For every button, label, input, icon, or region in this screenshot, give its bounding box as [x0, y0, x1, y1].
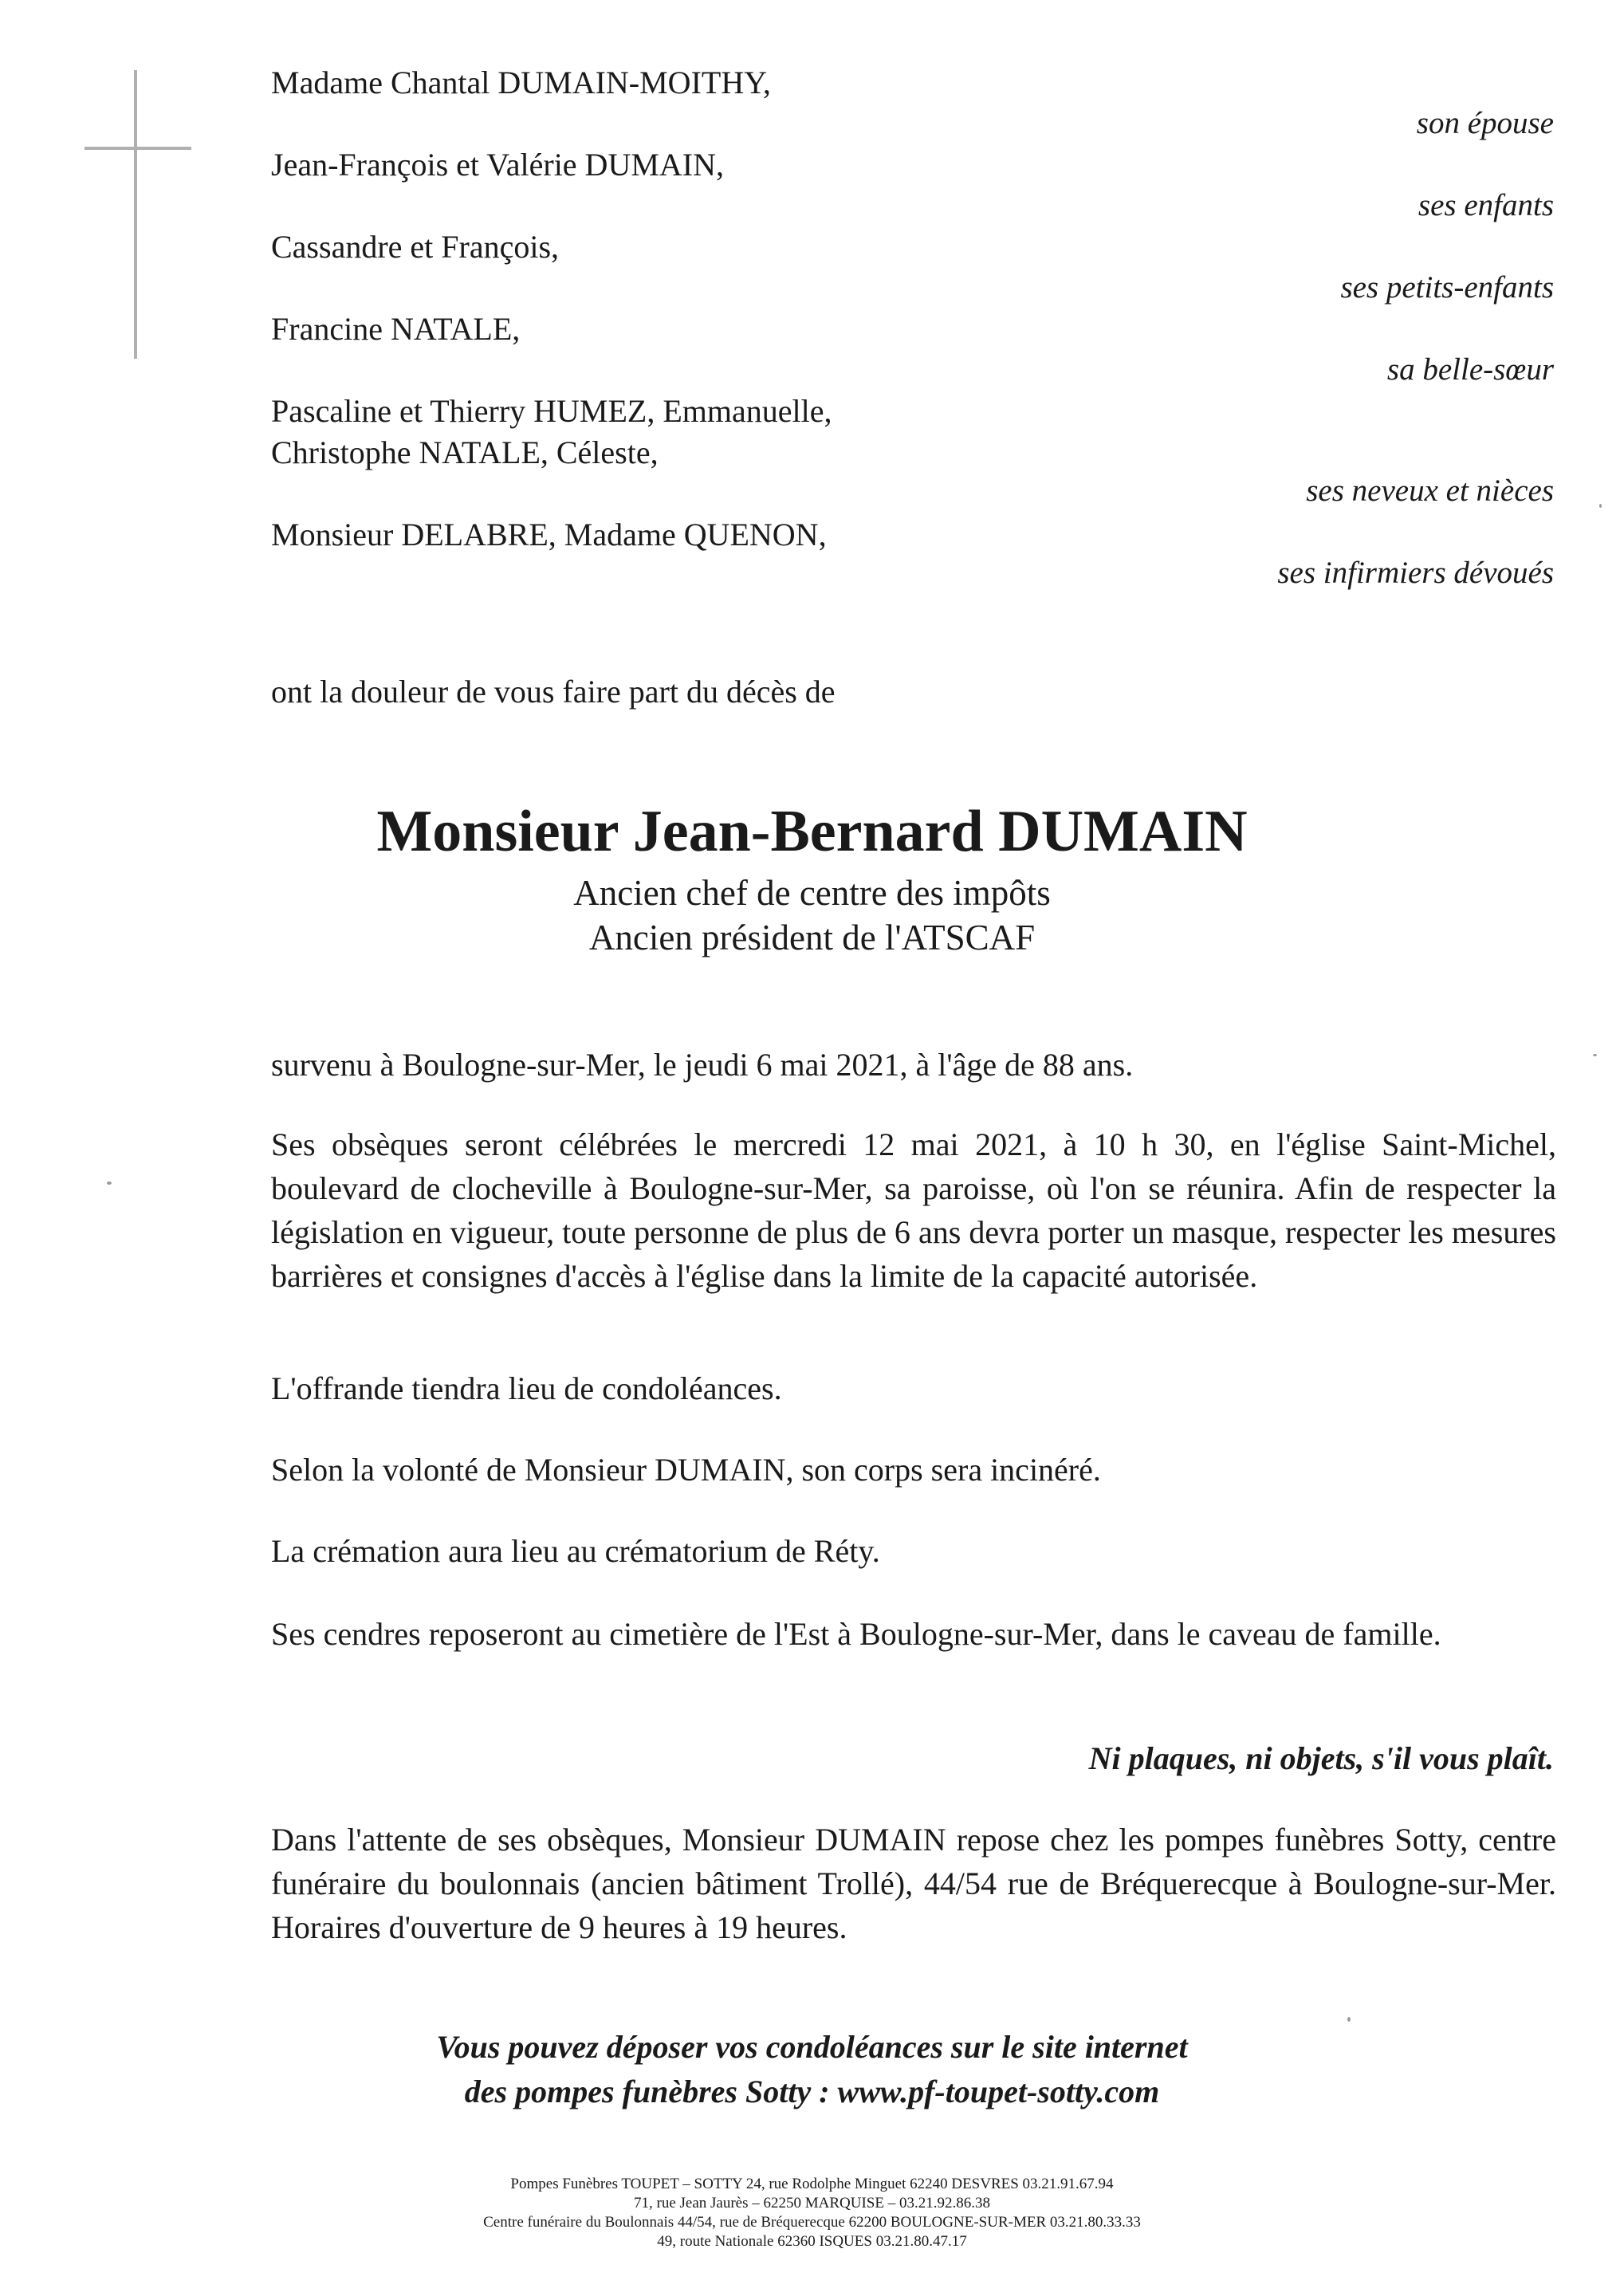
announcement-intro: ont la douleur de vous faire part du décès de	[271, 674, 836, 710]
relation-label: son épouse	[1416, 106, 1554, 140]
scan-speck	[1347, 2017, 1351, 2022]
scan-speck	[1593, 1054, 1597, 1056]
deceased-title: Ancien président de l'ATSCAF	[588, 918, 1036, 957]
cross-horizontal-bar	[85, 147, 191, 150]
footer-address: Pompes Funèbres TOUPET – SOTTY 24, rue Rodolphe Minguet 62240 DESVRES 03.21.91.67.94	[510, 2176, 1114, 2192]
funeral-paragraph: Ses obsèques seront célébrées le mercredi 12 mai 2021, à 10 h 30, en l'église Saint-Michel, boulevard de clocheville à Boulogne-sur-Mer, sa paroisse, où l'on se réunira. Afin de respecter la législation en vigueur, toute personne de plus de 6 ans devra porter un masque, respecter les mesures barrières et consignes d'accès à l'église dans la limite de la capacité autorisée.	[271, 1126, 1556, 1294]
condolences-line: Vous pouvez déposer vos condoléances sur le site internet	[436, 2029, 1188, 2065]
death-notice: survenu à Boulogne-sur-Mer, le jeudi 6 mai 2021, à l'âge de 88 ans.	[271, 1047, 1134, 1083]
cremation-wish: Selon la volonté de Monsieur DUMAIN, son corps sera incinéré.	[271, 1452, 1101, 1488]
family-line: Francine NATALE,	[271, 311, 521, 347]
family-line: Monsieur DELABRE, Madame QUENON,	[271, 517, 827, 552]
footer-address: 71, rue Jean Jaurès – 62250 MARQUISE – 03.21.92.86.38	[634, 2195, 990, 2211]
scan-speck	[1599, 504, 1602, 508]
cross-vertical-bar	[134, 70, 137, 359]
footer-address: 49, route Nationale 62360 ISQUES 03.21.80.47.17	[657, 2233, 967, 2250]
family-line: Madame Chantal DUMAIN-MOITHY,	[271, 65, 771, 100]
no-flowers-note: Ni plaques, ni objets, s'il vous plaît.	[1088, 1740, 1554, 1776]
condolences-line: des pompes funèbres Sotty : www.pf-toupet-sotty.com	[464, 2074, 1160, 2109]
family-line: Pascaline et Thierry HUMEZ, Emmanuelle,	[271, 393, 832, 429]
relation-label: ses infirmiers dévoués	[1277, 556, 1554, 590]
offering-text: L'offrande tiendra lieu de condoléances.	[271, 1370, 782, 1406]
relation-label: ses petits-enfants	[1340, 270, 1554, 305]
family-line: Jean-François et Valérie DUMAIN,	[271, 147, 724, 183]
ashes-paragraph: Ses cendres reposeront au cimetière de l'Est à Boulogne-sur-Mer, dans le caveau de famille.	[271, 1616, 1441, 1652]
footer-address: Centre funéraire du Boulonnais 44/54, rue de Bréquerecque 62200 BOULOGNE-SUR-MER 03.21.80.33.33	[483, 2214, 1141, 2231]
relation-label: sa belle-sœur	[1386, 352, 1554, 387]
resting-paragraph: Dans l'attente de ses obsèques, Monsieur DUMAIN repose chez les pompes funèbres Sotty, centre funéraire du boulonnais (ancien bâtiment Trollé), 44/54 rue de Bréquerecque à Boulogne-sur-Mer. Horaires d'ouverture de 9 heures à 19 heures.	[271, 1822, 1556, 1945]
family-line: Cassandre et François,	[271, 229, 560, 265]
cremation-place: La crémation aura lieu au crématorium de Réty.	[271, 1533, 880, 1569]
family-line: Christophe NATALE, Céleste,	[271, 434, 659, 470]
relation-label: ses neveux et nièces	[1306, 474, 1554, 508]
deceased-title: Ancien chef de centre des impôts	[573, 873, 1051, 913]
scan-speck	[107, 1181, 112, 1185]
relation-label: ses enfants	[1418, 188, 1554, 222]
deceased-name: Monsieur Jean-Bernard DUMAIN	[376, 799, 1248, 864]
